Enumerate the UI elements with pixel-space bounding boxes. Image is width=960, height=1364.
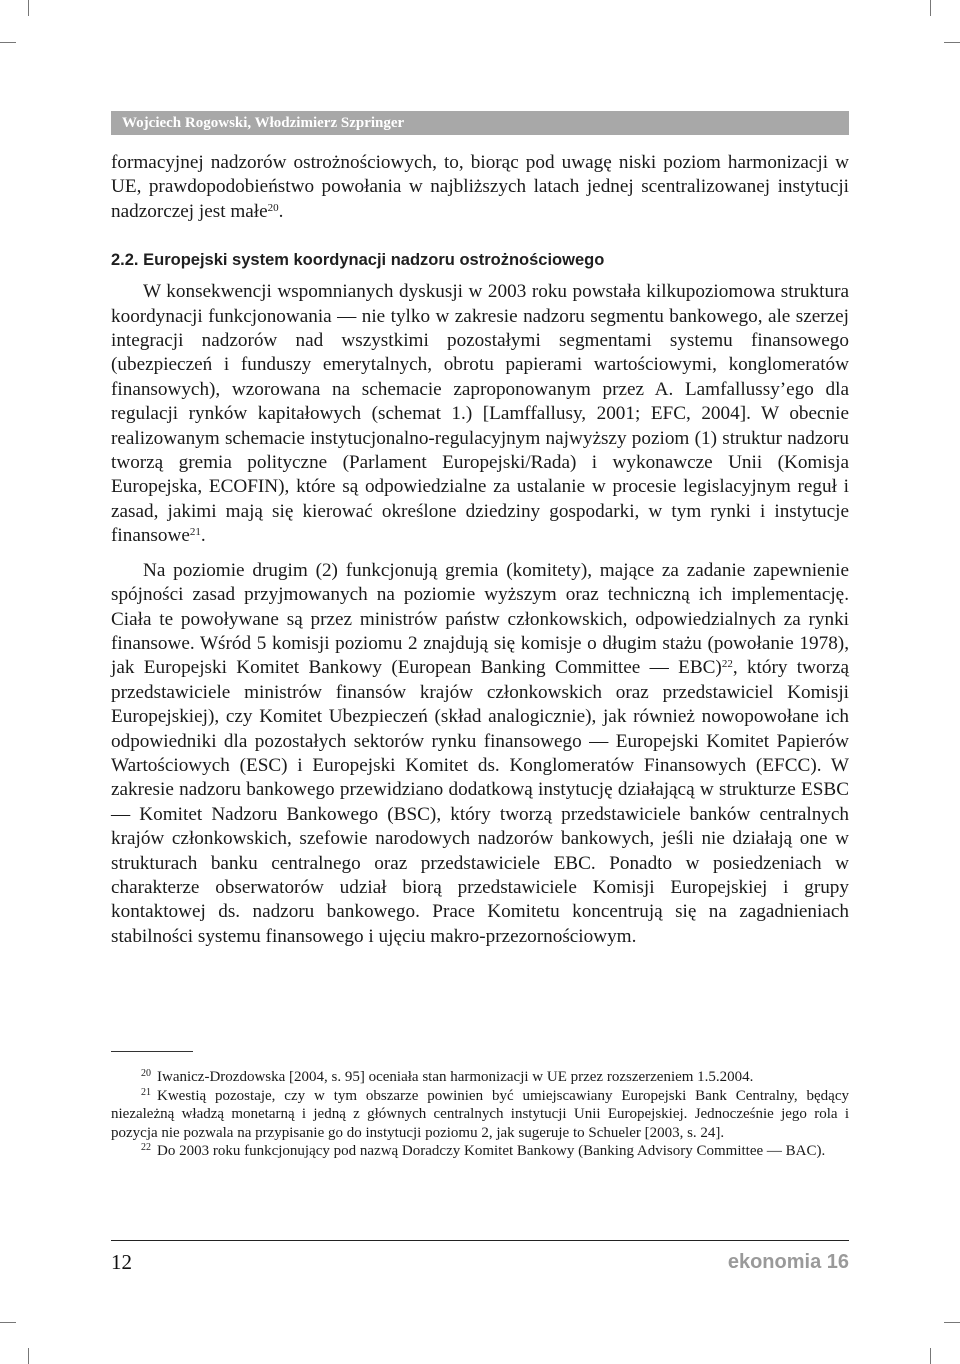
- footer-rule: [111, 1240, 849, 1241]
- journal-name: ekonomia 16: [727, 1251, 849, 1273]
- paragraph-1: [111, 280, 849, 548]
- running-header: [111, 111, 849, 135]
- footnote-text: Kwestią pozostaje, czy w tym obszarze powinien być umiejscawiany Europejski Bank Centralny, będący niezależną władzą monetarną i jedną z głównych centralnych instytucji Unii Europejskiej. Jednocześnie jego rola i pozycja nie pozwala na przypisanie go do instytucji poziomu 2, jak sugeruje to Schueler [2003, s. 24].: [111, 1087, 849, 1141]
- main-content: [111, 151, 849, 949]
- crop-mark: [944, 1322, 960, 1323]
- footnote-21: [111, 1087, 849, 1143]
- intro-text: formacyjnej nadzorów ostrożnościowych, to, biorąc pod uwagę niski poziom harmonizacji w UE, prawdopodobieństwo powołania w najbliższych latach jednej scentralizowanej instytucji nadzorczej jest małe: [111, 152, 849, 222]
- intro-end: .: [278, 200, 284, 222]
- paragraph-1-text: W konsekwencji wspomnianych dyskusji w 2003 roku powstała kilkupoziomowa struktura koordynacji funkcjonowania — nie tylko w zakresie nadzoru segmentu bankowego, ale szerzej integracji nadzorów nad wszystkimi pozostałymi segmentami systemu finansowego (ubezpieczeń i funduszy emerytalnych, obrotu papierami wartościowymi, konglomeratów finansowych), wzorowana na schemacie zaproponowanym przez A. Lamfallussy’ego dla regulacji rynków kapitałowych (schemat 1.) [Lamffallusy, 2001; EFC, 2004]. W obecnie realizowanym schemacie instytucjonalno-regulacyjnym najwyższy poziom (1) struktur nadzoru tworzą gremia polityczne (Parlament Europejski/Rada) i wykonawcze Unii (Komisja Europejska, ECOFIN), które są odpowiedzialne za ustalanie w procesie legislacyjnym reguł i zasad, jakimi mają się kierować określone dziedziny gospodarki, w tym rynki i instytucje finansowe: [111, 281, 849, 547]
- crop-mark: [0, 1322, 16, 1323]
- footnote-number: 21: [141, 1086, 151, 1098]
- page-number: 12: [111, 1250, 132, 1274]
- footnote-text: Iwanicz-Drozdowska [2004, s. 95] oceniała stan harmonizacji w UE przez rozszerzeniem 1.5.2004.: [157, 1069, 754, 1085]
- intro-paragraph: [111, 151, 849, 224]
- crop-mark: [944, 42, 960, 43]
- footnote-text: Do 2003 roku funkcjonujący pod nazwą Doradczy Komitet Bankowy (Banking Advisory Committee — BAC).: [157, 1143, 826, 1159]
- header-authors: Wojciech Rogowski, Włodzimierz Szpringer: [122, 115, 405, 131]
- footnote-ref-22[interactable]: 22: [721, 658, 733, 671]
- crop-mark: [0, 42, 16, 43]
- footnote-separator: [111, 1051, 193, 1052]
- paragraph-2: [111, 559, 849, 950]
- crop-mark: [28, 0, 29, 16]
- crop-mark: [28, 1348, 29, 1364]
- crop-mark: [930, 0, 931, 16]
- section-heading: 2.2. Europejski system koordynacji nadzoru ostrożnościowego: [111, 251, 605, 270]
- footnote-ref-21[interactable]: 21: [189, 526, 201, 539]
- paragraph-2-text-b: , który tworzą przedstawiciele ministrów finansów krajów członkowskich oraz przedstawiciel Komisji Europejskiej), czy Komitet Ubezpieczeń (skład analogicznie), jak również nowopowołane ich odpowiedniki dla pozostałych sektorów rynku finansowego — Europejski Komitet Papierów Wartościowych (ESC) i Europejski Komitet ds. Konglomeratów Finansowych (EFCC). W zakresie nadzoru bankowego przewidziano dodatkową instytucję działającą w strukturze ESBC — Komitet Nadzoru Bankowego (BSC), który tworzą przedstawiciele banków centralnych krajów członkowskich, szefowie narodowych nadzorów bankowych, jeśli nie działają one w strukturach banku centralnego oraz przedstawiciele EBC. Ponadto w posiedzeniach w charakterze obserwatorów udział biorą przedstawiciele Komisji Europejskiej i grupy kontaktowej ds. nadzoru bankowego. Prace Komitetu koncentrują się na zagadnieniach stabilności systemu finansowego i ujęciu makro-przezornościowym.: [111, 657, 849, 947]
- paragraph-1-end: .: [200, 525, 206, 547]
- footnote-number: 22: [141, 1142, 151, 1153]
- footnote-ref-20[interactable]: 20: [267, 201, 279, 214]
- footnotes: [111, 1068, 849, 1161]
- crop-mark: [930, 1348, 931, 1364]
- footnote-22: [111, 1142, 849, 1161]
- footnote-number: 20: [141, 1068, 151, 1079]
- footnote-20: [111, 1068, 849, 1087]
- paragraph-2-text-a: Na poziomie drugim (2) funkcjonują gremia (komitety), mające za zadanie zapewnienie spójności zasad przyjmowanych na poziomie wyższym oraz techniczną ich implementację. Ciała te powoływane są przez ministrów państw członkowskich, odpowiedzialnych za rynki finansowe. Wśród 5 komisji poziomu 2 znajdują się komisje o długim stażu (powołanie 1978), jak Europejski Komitet Bankowy (European Banking Committee — EBC): [111, 559, 849, 679]
